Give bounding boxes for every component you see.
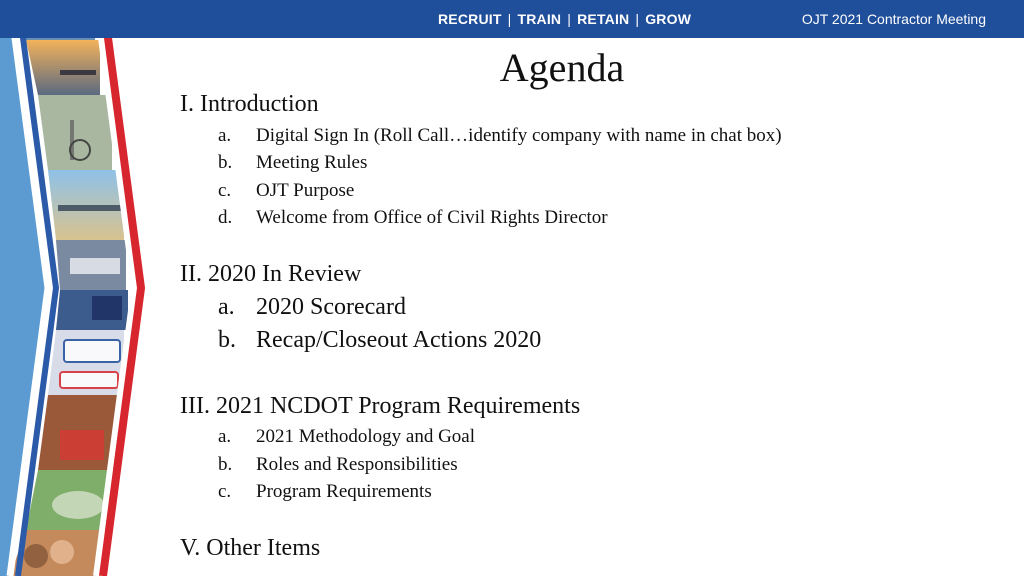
section-heading-program-requirements: III. 2021 NCDOT Program Requirements bbox=[180, 393, 581, 419]
item-letter: d. bbox=[218, 207, 233, 228]
item-text: Recap/Closeout Actions 2020 bbox=[256, 327, 542, 353]
section-heading-other-items: V. Other Items bbox=[180, 535, 321, 561]
item-text: Digital Sign In (Roll Call…identify company with name in chat box) bbox=[256, 125, 782, 146]
item-letter: a. bbox=[218, 294, 235, 320]
item-letter: b. bbox=[218, 327, 236, 353]
section-heading-in-review: II. 2020 In Review bbox=[180, 261, 362, 287]
tagline-separator: | bbox=[635, 11, 640, 27]
item-letter: a. bbox=[218, 426, 232, 447]
tagline-retain: RETAIN bbox=[577, 11, 630, 27]
item-letter: c. bbox=[218, 180, 232, 201]
item-text: Welcome from Office of Civil Rights Director bbox=[256, 207, 608, 228]
tagline-separator: | bbox=[567, 11, 572, 27]
item-text: 2021 Methodology and Goal bbox=[256, 426, 476, 447]
tagline-train: TRAIN bbox=[517, 11, 562, 27]
item-text: 2020 Scorecard bbox=[256, 294, 406, 320]
item-text: Program Requirements bbox=[256, 481, 432, 502]
tagline-grow: GROW bbox=[645, 11, 692, 27]
item-text: Roles and Responsibilities bbox=[256, 454, 458, 475]
item-letter: a. bbox=[218, 125, 232, 146]
item-letter: b. bbox=[218, 152, 233, 173]
tagline bbox=[438, 11, 691, 27]
section-heading-introduction: I. Introduction bbox=[180, 91, 319, 117]
item-text: OJT Purpose bbox=[256, 180, 355, 201]
item-letter: c. bbox=[218, 481, 232, 502]
slide-title: Agenda bbox=[499, 45, 625, 90]
tagline-recruit: RECRUIT bbox=[438, 11, 502, 27]
header-bar bbox=[0, 0, 1024, 38]
item-letter: b. bbox=[218, 454, 233, 475]
tagline-separator: | bbox=[507, 11, 512, 27]
item-text: Meeting Rules bbox=[256, 152, 368, 173]
meeting-label: OJT 2021 Contractor Meeting bbox=[801, 11, 986, 27]
